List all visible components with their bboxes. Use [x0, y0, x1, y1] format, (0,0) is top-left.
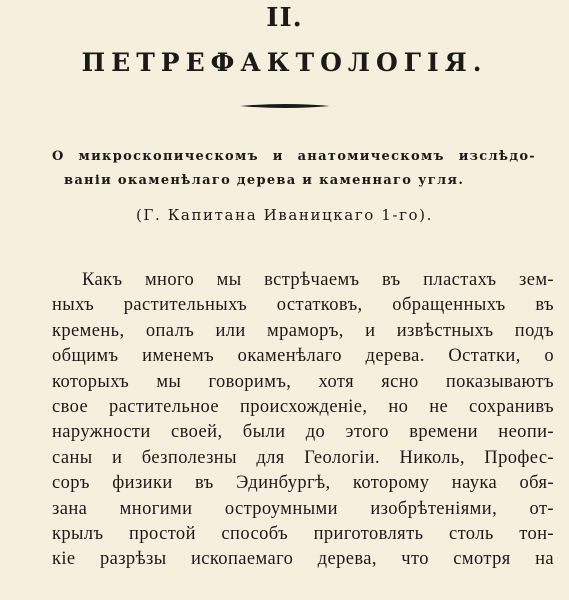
body-line: саны и безполезны для Геологіи. Николь, Профес-: [52, 447, 554, 468]
divider-ornament: [240, 103, 330, 109]
body-line: зана многими остроумными изобрѣтеніями, от-: [52, 498, 554, 519]
article-subtitle: [52, 145, 536, 193]
body-line: ныхъ растительныхъ остатковъ, обращенныхъ въ: [52, 295, 554, 316]
section-title: ПЕТРЕФАКТОЛОГІЯ.: [81, 48, 488, 77]
body-line: которыхъ мы говоримъ, хотя ясно показываютъ: [52, 371, 554, 392]
body-line: Какъ много мы встрѣчаемъ въ пластахъ зем-: [82, 270, 554, 290]
article-author: (Г. Капитана Иваницкаго 1-го).: [135, 206, 434, 224]
body-paragraph: [52, 268, 554, 573]
body-line: кремень, опалъ или мраморъ, и извѣстныхъ подъ: [52, 320, 554, 341]
body-line: общимъ именемъ окаменѣлаго дерева. Остатки, о: [52, 346, 554, 367]
body-line: соръ физики въ Эдинбургѣ, которому наука обя-: [52, 473, 554, 494]
subtitle-line: ваніи окаменѣлаго дерева и каменнаго угля.: [64, 173, 465, 188]
subtitle-line: О микроскопическомъ и анатомическомъ изслѣдо-: [52, 149, 536, 164]
body-line: крылъ простой способъ приготовлять столь тон-: [52, 524, 554, 545]
section-number: II.: [266, 3, 303, 33]
body-line: кіе разрѣзы ископаемаго дерева, что смотря на: [52, 549, 554, 570]
body-line: свое растительное происхожденіе, но не сохранивъ: [52, 397, 554, 418]
body-line: наружности своей, были до этого времени неопи-: [52, 422, 554, 443]
